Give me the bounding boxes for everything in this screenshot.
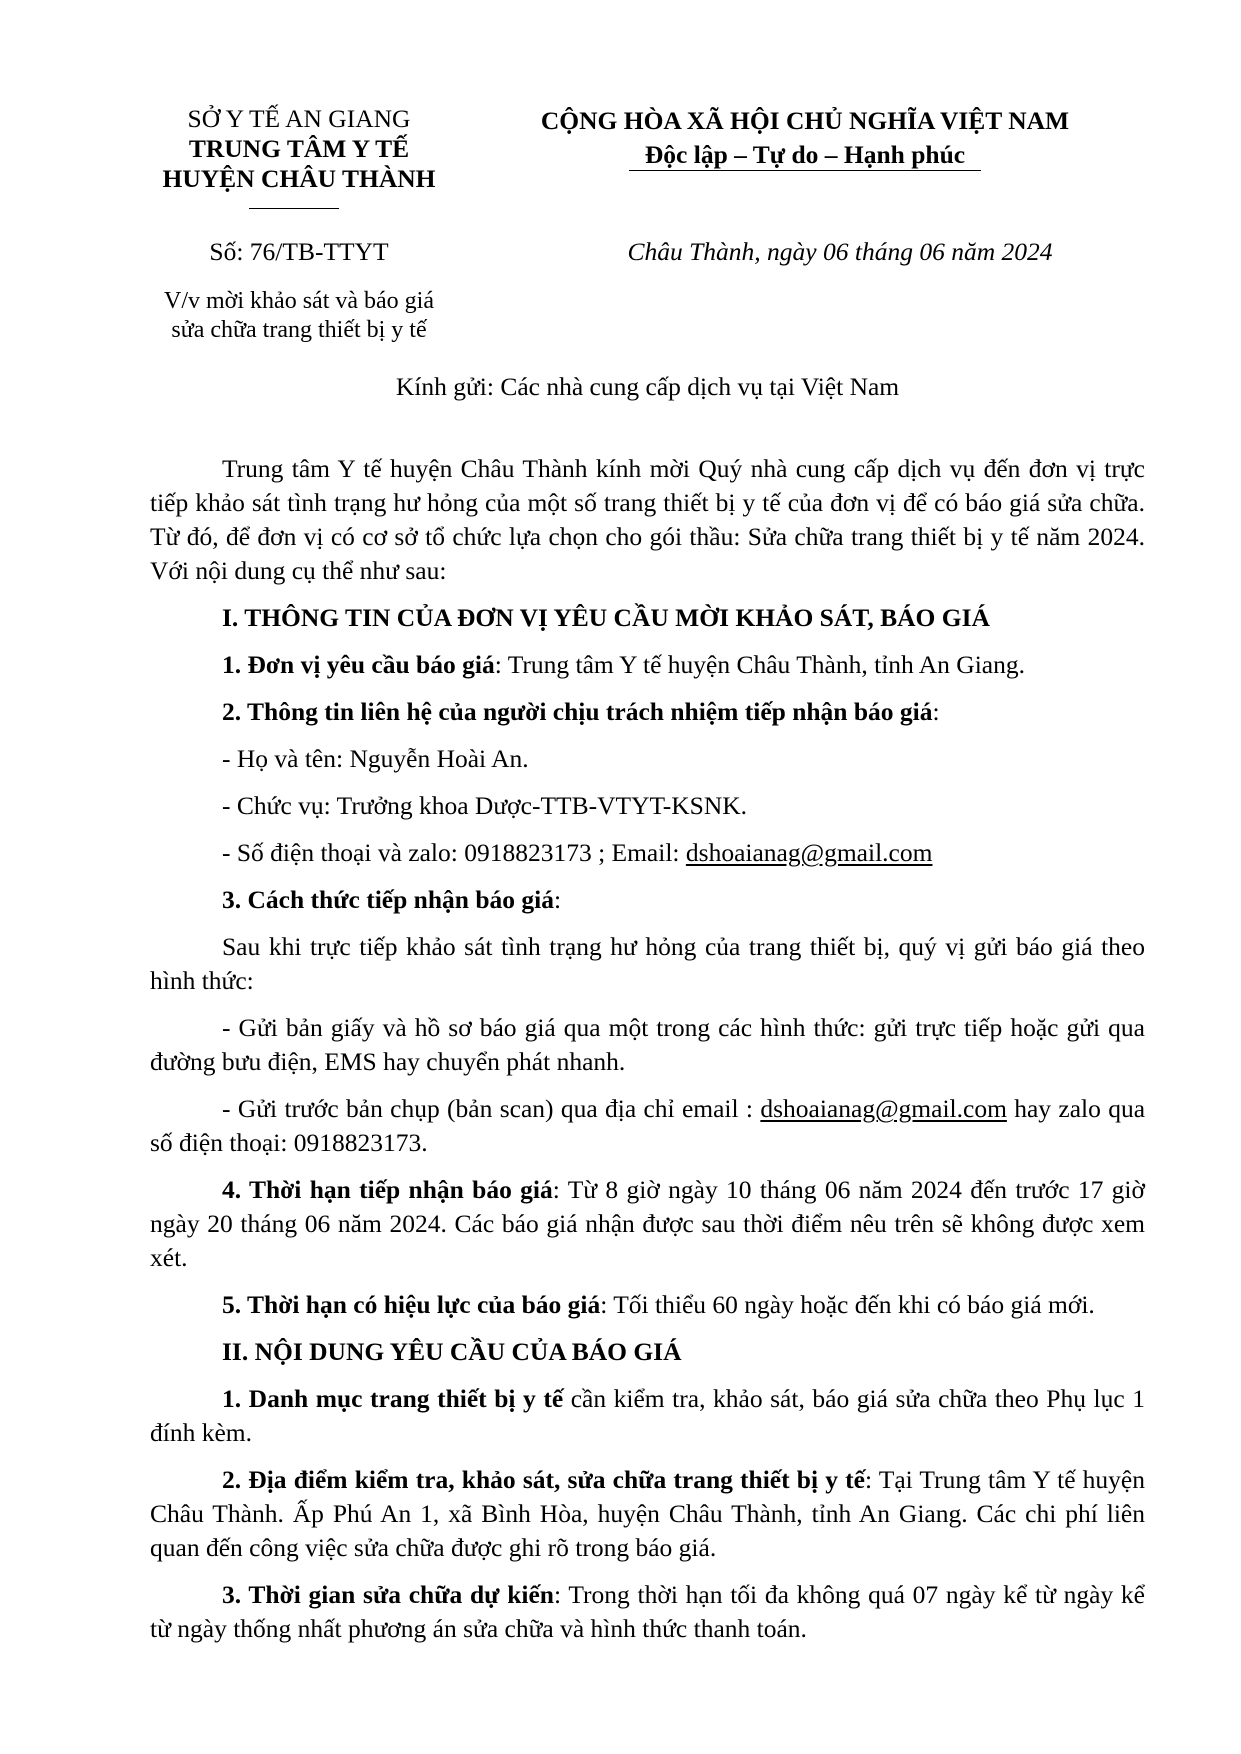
s2-item2-text: : Tại Trung tâm Y tế huyện Châu Thành. Ấp Phú An 1, xã Bình Hòa, huyện Châu Thành, tỉnh An Giang. Các chi phí liên quan đến công việc sửa chữa được ghi rõ trong báo giá.	[150, 1465, 1145, 1562]
contact-phone-text: - Số điện thoại và zalo: 0918823173 ; Email:	[222, 838, 686, 867]
contact-name: - Họ và tên: Nguyễn Hoài An.	[222, 744, 529, 773]
document-body	[150, 452, 1145, 1659]
org-name-line2: HUYỆN CHÂU THÀNH	[162, 164, 436, 193]
s1-item4-label: 4. Thời hạn tiếp nhận báo giá	[222, 1175, 553, 1204]
s1-item2-label: 2. Thông tin liên hệ của người chịu trách nhiệm tiếp nhận báo giá	[222, 697, 933, 726]
s2-item3	[150, 1578, 1145, 1646]
parent-agency: SỞ Y TẾ AN GIANG	[187, 104, 411, 133]
s1-item1	[150, 648, 1145, 682]
s2-item1-label: 1. Danh mục trang thiết bị y tế	[222, 1384, 564, 1413]
s1-item3-paragraph: Sau khi trực tiếp khảo sát tình trạng hư hỏng của trang thiết bị, quý vị gửi báo giá theo hình thức:	[150, 932, 1145, 995]
s1-item5-text: : Tối thiểu 60 ngày hoặc đến khi có báo giá mới.	[600, 1290, 1095, 1319]
national-motto: Độc lập – Tự do – Hạnh phúc	[644, 140, 966, 169]
s2-item3-label: 3. Thời gian sửa chữa dự kiến	[222, 1580, 554, 1609]
section1-heading: I. THÔNG TIN CỦA ĐƠN VỊ YÊU CẦU MỜI KHẢO SÁT, BÁO GIÁ	[222, 603, 990, 632]
s2-item1	[150, 1382, 1145, 1450]
s1-item5	[150, 1288, 1145, 1322]
s2-item3-text: : Trong thời hạn tối đa không quá 07 ngày kể từ ngày kể từ ngày thống nhất phương án sửa chữa và hình thức thanh toán.	[150, 1580, 1145, 1643]
s1-item4	[150, 1173, 1145, 1275]
org-name-line1: TRUNG TÂM Y TẾ	[188, 134, 410, 163]
s1-item4-text: : Từ 8 giờ ngày 10 tháng 06 năm 2024 đến trước 17 giờ ngày 20 tháng 06 năm 2024. Các báo giá nhận được sau thời điểm nêu trên sẽ không được xem xét.	[150, 1175, 1145, 1272]
contact-email-link[interactable]: dshoaianag@gmail.com	[685, 838, 933, 867]
s1-item2	[150, 695, 1145, 729]
s1-item3-bullet2-b: hay zalo qua số điện thoại: 0918823173.	[150, 1094, 1146, 1157]
subject-line1: V/v mời khảo sát và báo giá	[164, 288, 434, 314]
s1-item2-text: :	[932, 697, 940, 726]
s1-item5-label: 5. Thời hạn có hiệu lực của báo giá	[222, 1290, 601, 1319]
subject-line2: sửa chữa trang thiết bị y tế	[171, 317, 427, 343]
s2-item1-text: cần kiểm tra, khảo sát, báo giá sửa chữa theo Phụ lục 1 đính kèm.	[150, 1384, 1145, 1447]
s1-item3-bullet2	[150, 1092, 1145, 1160]
motto-underline	[629, 170, 981, 171]
contact-phone	[150, 836, 1145, 870]
s1-item3-text: :	[553, 885, 562, 914]
issuer-underline	[249, 208, 339, 209]
s1-item3	[150, 883, 1145, 917]
section2-heading: II. NỘI DUNG YÊU CẦU CỦA BÁO GIÁ	[222, 1337, 682, 1366]
place-date: Châu Thành, ngày 06 tháng 06 năm 2024	[627, 237, 1053, 266]
s1-item3-label: 3. Cách thức tiếp nhận báo giá	[222, 885, 554, 914]
s2-item2-label: 2. Địa điểm kiểm tra, khảo sát, sửa chữa trang thiết bị y tế	[222, 1465, 865, 1494]
s1-item1-text: : Trung tâm Y tế huyện Châu Thành, tỉnh An Giang.	[494, 650, 1025, 679]
document-number: Số: 76/TB-TTYT	[209, 237, 389, 266]
contact-position: - Chức vụ: Trưởng khoa Dược-TTB-VTYT-KSNK.	[222, 791, 748, 820]
recipient: Kính gửi: Các nhà cung cấp dịch vụ tại Việt Nam	[395, 372, 900, 401]
national-header	[480, 104, 1130, 172]
intro-paragraph: Trung tâm Y tế huyện Châu Thành kính mời Quý nhà cung cấp dịch vụ đến đơn vị trực tiếp khảo sát tình trạng hư hỏng của một số trang thiết bị y tế của đơn vị để có báo giá sửa chữa. Từ đó, để đơn vị có cơ sở tổ chức lựa chọn cho gói thầu: Sửa chữa trang thiết bị y tế năm 2024. Với nội dung cụ thể như sau:	[150, 454, 1145, 585]
scan-email-link[interactable]: dshoaianag@gmail.com	[760, 1094, 1007, 1123]
s2-item2	[150, 1463, 1145, 1565]
issuer-block	[140, 104, 458, 194]
s1-item1-label: 1. Đơn vị yêu cầu báo giá	[222, 650, 495, 679]
subject-block	[140, 287, 458, 345]
nation-name: CỘNG HÒA XÃ HỘI CHỦ NGHĨA VIỆT NAM	[540, 106, 1070, 135]
s1-item3-bullet2-a: - Gửi trước bản chụp (bản scan) qua địa chỉ email :	[222, 1094, 761, 1123]
s1-item3-bullet1: - Gửi bản giấy và hồ sơ báo giá qua một trong các hình thức: gửi trực tiếp hoặc gửi qua đường bưu điện, EMS hay chuyển phát nhanh.	[150, 1013, 1145, 1076]
